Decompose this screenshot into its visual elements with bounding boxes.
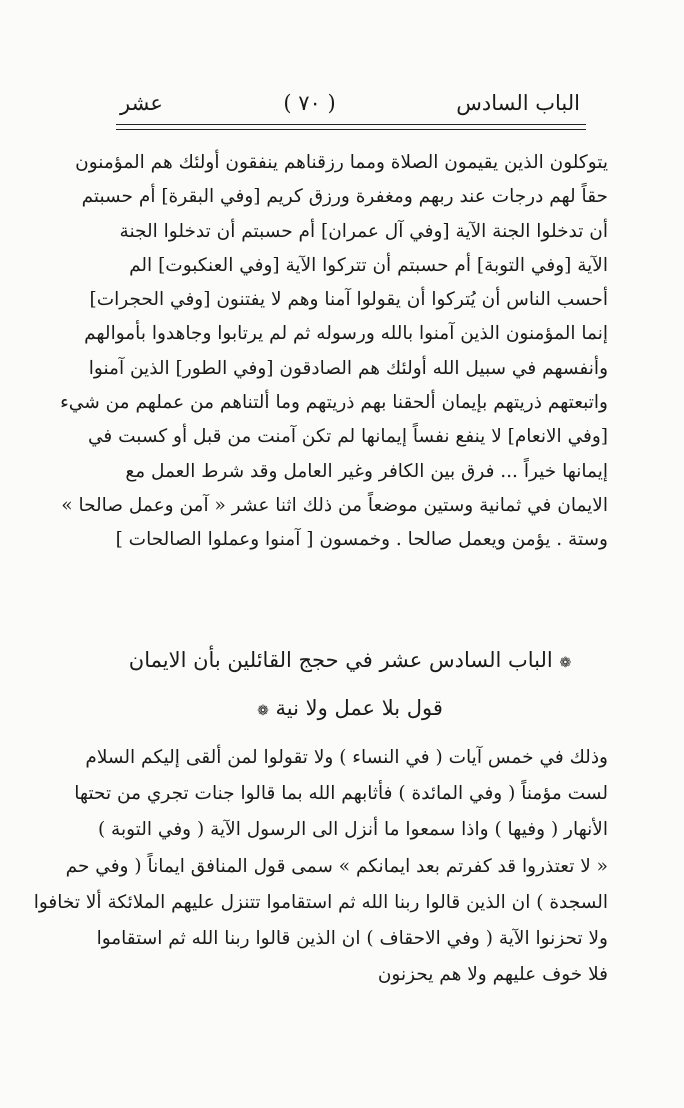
header-chapter-label-end: عشر [120, 91, 163, 115]
text-line: يتوكلون الذين يقيمون الصلاة ومما رزقناهم ينفقون أولئك هم المؤمنون [75, 152, 608, 173]
chapter-title-line-2 [90, 684, 610, 732]
text-line: وأنفسهم في سبيل الله أولئك هم الصادقون [وفي الطور] الذين آمنوا [88, 357, 608, 379]
text-line: السجدة ) ان الذين قالوا ربنا الله ثم استقاموا تتنزل عليهم الملائكة ألا تخافوا [33, 891, 608, 913]
header-rule-top [116, 124, 586, 125]
text-line: الآية [وفي التوبة] أم حسبتم أن تتركوا الآية [وفي العنكبوت] الم [129, 254, 608, 276]
chapter-title-text-1: الباب السادس عشر في حجج القائلين بأن الايمان [128, 648, 553, 672]
text-line: واتبعتهم ذريتهم بإيمان ألحقنا بهم ذريتهم وما ألتناهم من عملهم من شيء [60, 392, 608, 414]
text-line: لست مؤمناً ( وفي المائدة ) فأثابهم الله بما قالوا جنات تجري من تحتها [74, 783, 608, 805]
ornament-icon: ❁ [559, 655, 572, 671]
text-line: ولا تحزنوا الآية ( وفي الاحقاف ) ان الذين قالوا ربنا الله ثم استقاموا [96, 927, 608, 949]
text-line: الايمان في ثمانية وستين موضعاً من ذلك اثنا عشر « آمن وعمل صالحا » [61, 494, 608, 516]
text-line: الأنهار ( وفيها ) واذا سمعوا ما أنزل الى الرسول الآية ( وفي التوبة ) [97, 819, 608, 841]
text-line: أحسب الناس أن يُتركوا أن يقولوا آمنا وهم لا يفتنون [وفي الحجرات] [89, 289, 608, 311]
text-line: إنما المؤمنون الذين آمنوا بالله ورسوله ثم لم يرتابوا وجاهدوا بأموالهم [84, 323, 608, 345]
text-line: إيمانها خيراً ... فرق بين الكافر وغير العامل وقد شرط العمل مع [125, 460, 608, 482]
text-line: فلا خوف عليهم ولا هم يحزنون [377, 964, 608, 986]
chapter-heading [90, 636, 610, 732]
page-number: ( ٧٠ ) [283, 91, 336, 115]
chapter-title-text-2: قول بلا عمل ولا نية [275, 696, 443, 720]
chapter-title-line-1 [90, 636, 610, 684]
header-chapter-label: الباب السادس [456, 91, 580, 115]
text-line: [وفي الانعام] لا ينفع نفساً إيمانها لم تكن آمنت من قبل أو كسبت في [87, 426, 608, 448]
text-line: حقاً لهم درجات عند ربهم ومغفرة ورزق كريم [وفي البقرة] أم حسبتم [81, 186, 608, 208]
paragraph-second [33, 740, 608, 993]
header-rule-bottom [116, 129, 586, 130]
text-line: « لا تعتذروا قد كفرتم بعد ايمانكم » سمى قول المنافق ايماناً ( وفي حم [65, 855, 608, 877]
ornament-icon: ❁ [257, 703, 269, 719]
text-line: وستة . يؤمن ويعمل صالحا . وخمسون [ آمنوا وعملوا الصالحات ] [115, 529, 608, 551]
running-header [120, 86, 580, 120]
text-line: أن تدخلوا الجنة الآية [وفي آل عمران] أم حسبتم أن تدخلوا الجنة [119, 220, 608, 242]
text-line: وذلك في خمس آيات ( في النساء ) ولا تقولوا لمن ألقى إليكم السلام [85, 747, 608, 768]
paragraph-first [60, 146, 608, 558]
